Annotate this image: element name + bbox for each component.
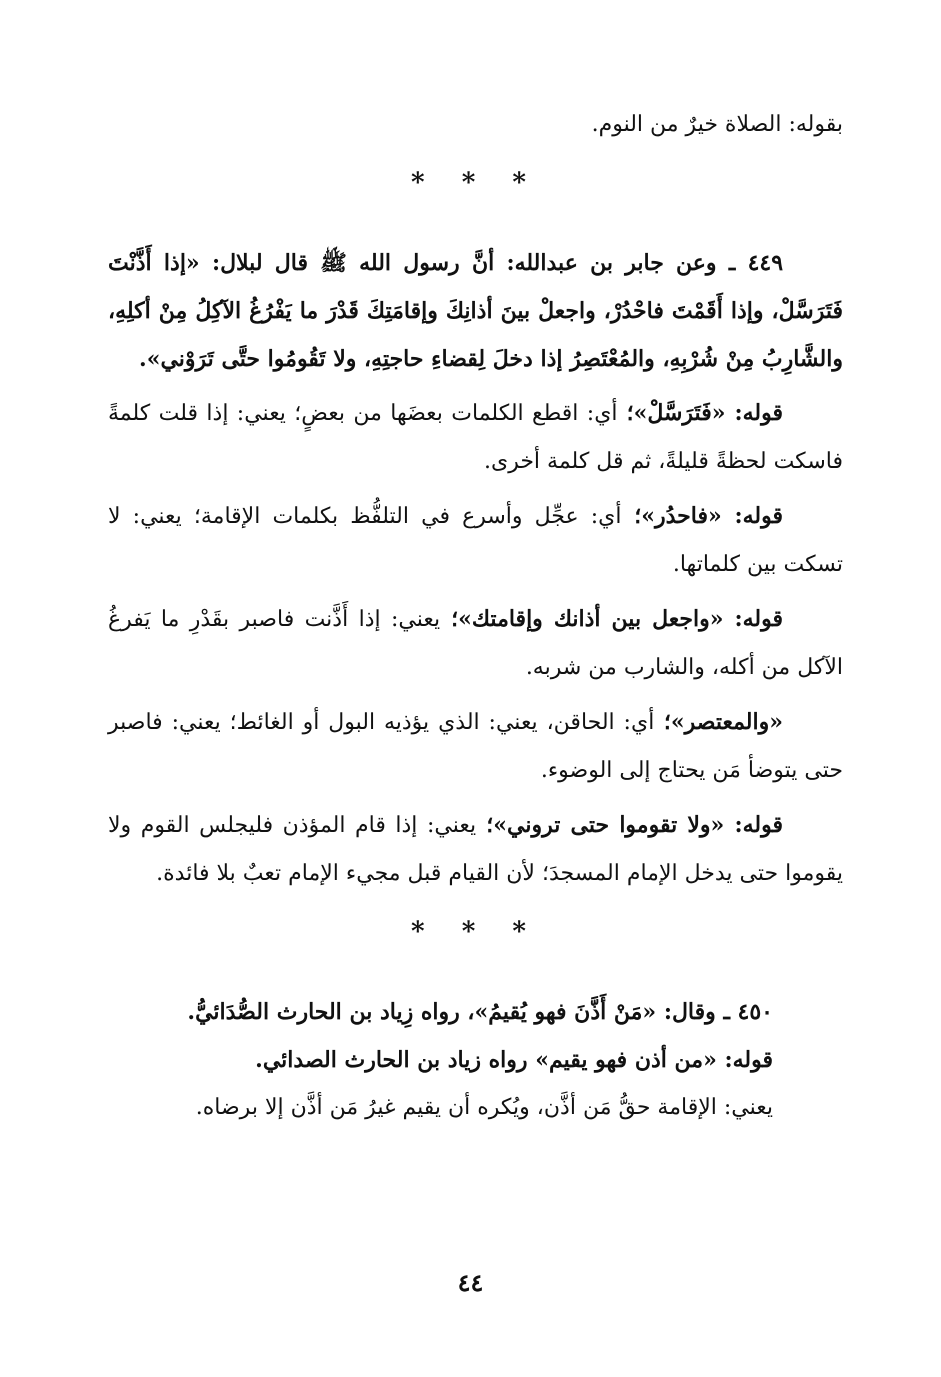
commentary-item bbox=[108, 595, 843, 692]
commentary-450-bold: قوله: «من أذن فهو يقيم» رواه زياد بن الحارث الصدائي. bbox=[255, 1047, 773, 1073]
commentary-body: أي: عجِّل وأسرع في التلفُّظ بكلمات الإقامة؛ يعني: لا تسكت بين كلماتها. bbox=[108, 504, 843, 577]
hadith-449 bbox=[108, 239, 843, 383]
hadith-449-number: ٤٤٩ ـ bbox=[716, 250, 784, 276]
commentary-item bbox=[108, 801, 843, 898]
commentary-lead: قوله: «فاحدُر»؛ bbox=[621, 503, 783, 529]
commentary-body: أي: الحاقن، يعني: الذي يؤذيه البول أو الغائط؛ يعني: فاصبر حتى يتوضأ مَن يحتاج إلى الوضوء. bbox=[108, 710, 843, 783]
commentary-lead: قوله: «ولا تقوموا حتى تروني»؛ bbox=[476, 812, 784, 838]
commentary-item bbox=[108, 492, 843, 589]
page-body bbox=[108, 95, 843, 1132]
commentary-item bbox=[108, 389, 843, 486]
commentary-body: يعني: إذا قام المؤذن فليجلس القوم ولا يقوموا حتى يدخل الإمام المسجدَ؛ لأن القيام قبل مجيء الإمام تعبٌ بلا فائدة. bbox=[108, 813, 843, 886]
opening-line: بقوله: الصلاة خيرٌ من النوم. bbox=[591, 112, 843, 137]
hadith-450 bbox=[108, 988, 843, 1036]
page-number: ٤٤ bbox=[457, 1268, 484, 1297]
hadith-450-number: ٤٥٠ ـ bbox=[715, 999, 773, 1025]
commentary-body: يعني: إذا أَذَّنت فاصبر بقَدْرِ ما يَفرغُ الآكل من أكله، والشارب من شربه. bbox=[108, 607, 843, 680]
section-separator: * * * bbox=[411, 917, 540, 947]
section-separator: * * * bbox=[411, 168, 540, 198]
commentary-lead: قوله: «واجعل بين أذانك وإقامتك»؛ bbox=[440, 606, 783, 632]
commentary-item bbox=[108, 698, 843, 795]
commentary-body: أي: اقطع الكلمات بعضَها من بعضٍ؛ يعني: إذا قلت كلمةً فاسكت لحظةً قليلةً، ثم قل كلمة أخرى. bbox=[108, 401, 843, 474]
commentary-450-plain: يعني: الإقامة حقُّ مَن أذَّن، ويُكره أن يقيم غيرُ مَن أذَّن إلا برضاه. bbox=[195, 1095, 773, 1120]
commentary-lead: قوله: «فَتَرَسَّلْ»؛ bbox=[617, 400, 784, 426]
commentary-lead: «والمعتصر»؛ bbox=[654, 709, 783, 735]
hadith-449-text: وعن جابر بن عبدالله: أنَّ رسول الله ﷺ قال لبلال: «إذا أَذَّنْتَ فَتَرَسَّلْ، وإذا أَقَمْتَ فاحْدُرْ، واجعلْ بينَ أذانِكَ وإقامَتِكَ قَدْرَ ما يَفْرُغُ الآكِلُ مِنْ أكلِهِ، والشَّارِبُ مِنْ شُرْبِهِ، والمُعْتَصِرُ إذا دخلَ لِقضاءِ حاجتِهِ، ولا تَقُومُوا حتَّى تَرَوْني». bbox=[108, 250, 843, 372]
hadith-450-text: وقال: «مَنْ أَذَّنَ فهو يُقيمُ»، رواه زِياد بن الحارث الصُّدَائيُّ. bbox=[187, 999, 716, 1025]
